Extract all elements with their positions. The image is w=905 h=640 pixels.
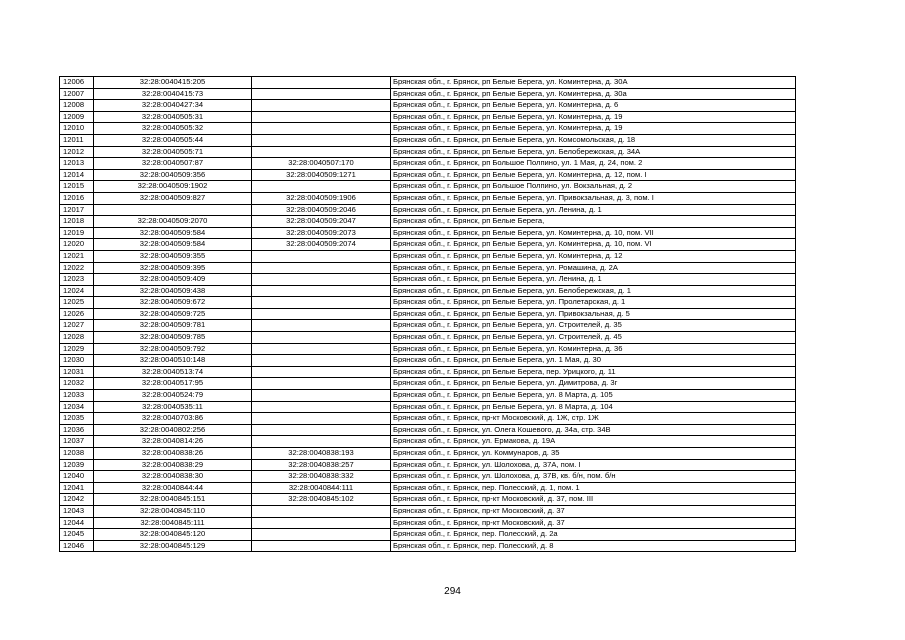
- row-number-cell: 12006: [60, 77, 94, 89]
- address-cell: Брянская обл., г. Брянск, рп Белые Берега, ул. Ромашина, д. 2А: [391, 262, 796, 274]
- cadastral-number-cell: 32:28:0040505:71: [94, 146, 252, 158]
- cadastral-number-cell: 32:28:0040507:87: [94, 158, 252, 170]
- address-cell: Брянская обл., г. Брянск, рп Белые Берега,: [391, 216, 796, 228]
- row-number-cell: 12011: [60, 134, 94, 146]
- cadastral-number-cell: 32:28:0040838:26: [94, 448, 252, 460]
- row-number-cell: 12025: [60, 297, 94, 309]
- parent-cadastral-number-cell: [252, 378, 391, 390]
- cadastral-number-cell: 32:28:0040509:827: [94, 192, 252, 204]
- cadastral-number-cell: 32:28:0040513:74: [94, 366, 252, 378]
- parent-cadastral-number-cell: [252, 436, 391, 448]
- parent-cadastral-number-cell: 32:28:0040509:1271: [252, 169, 391, 181]
- row-number-cell: 12031: [60, 366, 94, 378]
- table-row: [60, 401, 796, 413]
- address-cell: Брянская обл., г. Брянск, рп Белые Берега, ул. Коминтерна, д. 19: [391, 123, 796, 135]
- cadastral-number-cell: 32:28:0040845:129: [94, 540, 252, 552]
- row-number-cell: 12023: [60, 274, 94, 286]
- address-cell: Брянская обл., г. Брянск, рп Белые Берега, ул. Коминтерна, д. 30А: [391, 77, 796, 89]
- cadastral-number-cell: 32:28:0040505:32: [94, 123, 252, 135]
- parent-cadastral-number-cell: [252, 390, 391, 402]
- parent-cadastral-number-cell: [252, 413, 391, 425]
- table-row: [60, 192, 796, 204]
- row-number-cell: 12022: [60, 262, 94, 274]
- address-cell: Брянская обл., г. Брянск, рп Белые Берега, ул. Строителей, д. 35: [391, 320, 796, 332]
- row-number-cell: 12020: [60, 239, 94, 251]
- cadastral-number-cell: 32:28:0040509:785: [94, 332, 252, 344]
- row-number-cell: 12007: [60, 88, 94, 100]
- row-number-cell: 12017: [60, 204, 94, 216]
- row-number-cell: 12038: [60, 448, 94, 460]
- row-number-cell: 12019: [60, 227, 94, 239]
- row-number-cell: 12040: [60, 471, 94, 483]
- address-cell: Брянская обл., г. Брянск, рп Белые Берега, ул. Коминтерна, д. 6: [391, 100, 796, 112]
- address-cell: Брянская обл., г. Брянск, ул. Шолохова, д. 37В, кв. б/н, пом. б/н: [391, 471, 796, 483]
- registry-table: [59, 76, 796, 552]
- parent-cadastral-number-cell: 32:28:0040509:2074: [252, 239, 391, 251]
- table-row: [60, 459, 796, 471]
- parent-cadastral-number-cell: [252, 111, 391, 123]
- address-cell: Брянская обл., г. Брянск, пр-кт Московский, д. 1Ж, стр. 1Ж: [391, 413, 796, 425]
- cadastral-number-cell: 32:28:0040844:44: [94, 482, 252, 494]
- cadastral-number-cell: 32:28:0040509:409: [94, 274, 252, 286]
- address-cell: Брянская обл., г. Брянск, пр-кт Московский, д. 37, пом. III: [391, 494, 796, 506]
- parent-cadastral-number-cell: [252, 424, 391, 436]
- cadastral-number-cell: 32:28:0040838:29: [94, 459, 252, 471]
- address-cell: Брянская обл., г. Брянск, рп Белые Берега, ул. Коминтерна, д. 10, пом. VII: [391, 227, 796, 239]
- address-cell: Брянская обл., г. Брянск, ул. Коммунаров, д. 35: [391, 448, 796, 460]
- parent-cadastral-number-cell: 32:28:0040844:111: [252, 482, 391, 494]
- cadastral-number-cell: 32:28:0040415:205: [94, 77, 252, 89]
- parent-cadastral-number-cell: 32:28:0040509:2046: [252, 204, 391, 216]
- cadastral-number-cell: 32:28:0040838:30: [94, 471, 252, 483]
- table-row: [60, 204, 796, 216]
- cadastral-number-cell: 32:28:0040509:355: [94, 250, 252, 262]
- table-row: [60, 482, 796, 494]
- row-number-cell: 12021: [60, 250, 94, 262]
- cadastral-number-cell: 32:28:0040509:395: [94, 262, 252, 274]
- address-cell: Брянская обл., г. Брянск, пер. Полесский, д. 2а: [391, 529, 796, 541]
- row-number-cell: 12037: [60, 436, 94, 448]
- cadastral-number-cell: 32:28:0040845:120: [94, 529, 252, 541]
- cadastral-number-cell: 32:28:0040845:151: [94, 494, 252, 506]
- row-number-cell: 12009: [60, 111, 94, 123]
- parent-cadastral-number-cell: [252, 77, 391, 89]
- row-number-cell: 12015: [60, 181, 94, 193]
- address-cell: Брянская обл., г. Брянск, рп Белые Берега, ул. Привокзальная, д. 5: [391, 308, 796, 320]
- cadastral-number-cell: 32:28:0040510:148: [94, 355, 252, 367]
- address-cell: Брянская обл., г. Брянск, пр-кт Московский, д. 37: [391, 505, 796, 517]
- parent-cadastral-number-cell: 32:28:0040838:332: [252, 471, 391, 483]
- table-row: [60, 355, 796, 367]
- cadastral-number-cell: 32:28:0040509:2070: [94, 216, 252, 228]
- table-row: [60, 262, 796, 274]
- address-cell: Брянская обл., г. Брянск, рп Белые Берега, ул. Димитрова, д. 3г: [391, 378, 796, 390]
- row-number-cell: 12030: [60, 355, 94, 367]
- parent-cadastral-number-cell: [252, 181, 391, 193]
- parent-cadastral-number-cell: [252, 332, 391, 344]
- parent-cadastral-number-cell: [252, 366, 391, 378]
- parent-cadastral-number-cell: 32:28:0040509:1906: [252, 192, 391, 204]
- cadastral-number-cell: 32:28:0040517:95: [94, 378, 252, 390]
- cadastral-number-cell: 32:28:0040535:11: [94, 401, 252, 413]
- row-number-cell: 12041: [60, 482, 94, 494]
- row-number-cell: 12032: [60, 378, 94, 390]
- address-cell: Брянская обл., г. Брянск, рп Белые Берега, ул. Коминтерна, д. 30а: [391, 88, 796, 100]
- table-row: [60, 366, 796, 378]
- row-number-cell: 12024: [60, 285, 94, 297]
- parent-cadastral-number-cell: [252, 540, 391, 552]
- registry-table-body: [60, 77, 796, 552]
- cadastral-number-cell: 32:28:0040802:256: [94, 424, 252, 436]
- table-row: [60, 448, 796, 460]
- row-number-cell: 12042: [60, 494, 94, 506]
- address-cell: Брянская обл., г. Брянск, рп Белые Берега, ул. Коминтерна, д. 12: [391, 250, 796, 262]
- address-cell: Брянская обл., г. Брянск, рп Белые Берега, ул. Белобережская, д. 34А: [391, 146, 796, 158]
- table-row: [60, 436, 796, 448]
- cadastral-number-cell: 32:28:0040509:781: [94, 320, 252, 332]
- table-row: [60, 413, 796, 425]
- table-row: [60, 308, 796, 320]
- row-number-cell: 12036: [60, 424, 94, 436]
- address-cell: Брянская обл., г. Брянск, пер. Полесский, д. 8: [391, 540, 796, 552]
- table-row: [60, 529, 796, 541]
- table-row: [60, 471, 796, 483]
- parent-cadastral-number-cell: [252, 320, 391, 332]
- cadastral-number-cell: 32:28:0040703:86: [94, 413, 252, 425]
- cadastral-number-cell: [94, 204, 252, 216]
- row-number-cell: 12013: [60, 158, 94, 170]
- table-row: [60, 100, 796, 112]
- table-row: [60, 274, 796, 286]
- address-cell: Брянская обл., г. Брянск, ул. Шолохова, д. 37А, пом. I: [391, 459, 796, 471]
- row-number-cell: 12018: [60, 216, 94, 228]
- address-cell: Брянская обл., г. Брянск, рп Белые Берега, ул. Комсомольская, д. 18: [391, 134, 796, 146]
- cadastral-number-cell: 32:28:0040524:79: [94, 390, 252, 402]
- parent-cadastral-number-cell: [252, 505, 391, 517]
- address-cell: Брянская обл., г. Брянск, рп Белые Берега, ул. Коминтерна, д. 12, пом. I: [391, 169, 796, 181]
- table-row: [60, 424, 796, 436]
- parent-cadastral-number-cell: [252, 297, 391, 309]
- cadastral-number-cell: 32:28:0040845:110: [94, 505, 252, 517]
- row-number-cell: 12033: [60, 390, 94, 402]
- table-row: [60, 505, 796, 517]
- cadastral-number-cell: 32:28:0040509:1902: [94, 181, 252, 193]
- address-cell: Брянская обл., г. Брянск, рп Белые Берега, ул. 8 Марта, д. 104: [391, 401, 796, 413]
- table-row: [60, 77, 796, 89]
- cadastral-number-cell: 32:28:0040509:584: [94, 227, 252, 239]
- parent-cadastral-number-cell: [252, 529, 391, 541]
- address-cell: Брянская обл., г. Брянск, ул. Олега Кошевого, д. 34а, стр. 34В: [391, 424, 796, 436]
- table-row: [60, 320, 796, 332]
- address-cell: Брянская обл., г. Брянск, рп Белые Берега, ул. Коминтерна, д. 10, пом. VI: [391, 239, 796, 251]
- table-row: [60, 390, 796, 402]
- row-number-cell: 12029: [60, 343, 94, 355]
- table-row: [60, 378, 796, 390]
- table-row: [60, 517, 796, 529]
- table-row: [60, 216, 796, 228]
- address-cell: Брянская обл., г. Брянск, рп Белые Берега, ул. Привокзальная, д. 3, пом. I: [391, 192, 796, 204]
- parent-cadastral-number-cell: [252, 262, 391, 274]
- parent-cadastral-number-cell: [252, 285, 391, 297]
- parent-cadastral-number-cell: [252, 401, 391, 413]
- table-row: [60, 181, 796, 193]
- table-row: [60, 123, 796, 135]
- row-number-cell: 12034: [60, 401, 94, 413]
- row-number-cell: 12016: [60, 192, 94, 204]
- address-cell: Брянская обл., г. Брянск, рп Белые Берега, пер. Урицкого, д. 11: [391, 366, 796, 378]
- page-number: 294: [444, 586, 461, 597]
- address-cell: Брянская обл., г. Брянск, пр-кт Московский, д. 37: [391, 517, 796, 529]
- table-row: [60, 169, 796, 181]
- address-cell: Брянская обл., г. Брянск, ул. Ермакова, д. 19А: [391, 436, 796, 448]
- cadastral-number-cell: 32:28:0040415:73: [94, 88, 252, 100]
- row-number-cell: 12043: [60, 505, 94, 517]
- table-row: [60, 146, 796, 158]
- row-number-cell: 12046: [60, 540, 94, 552]
- parent-cadastral-number-cell: [252, 517, 391, 529]
- parent-cadastral-number-cell: 32:28:0040845:102: [252, 494, 391, 506]
- table-row: [60, 494, 796, 506]
- table-row: [60, 88, 796, 100]
- address-cell: Брянская обл., г. Брянск, рп Белые Берега, ул. Коминтерна, д. 36: [391, 343, 796, 355]
- address-cell: Брянская обл., г. Брянск, рп Белые Берега, ул. Ленина, д. 1: [391, 204, 796, 216]
- parent-cadastral-number-cell: [252, 274, 391, 286]
- cadastral-number-cell: 32:28:0040505:44: [94, 134, 252, 146]
- table-row: [60, 285, 796, 297]
- address-cell: Брянская обл., г. Брянск, рп Белые Берега, ул. Белобережская, д. 1: [391, 285, 796, 297]
- table-row: [60, 111, 796, 123]
- parent-cadastral-number-cell: 32:28:0040838:257: [252, 459, 391, 471]
- table-row: [60, 343, 796, 355]
- parent-cadastral-number-cell: 32:28:0040507:170: [252, 158, 391, 170]
- row-number-cell: 12035: [60, 413, 94, 425]
- parent-cadastral-number-cell: [252, 88, 391, 100]
- parent-cadastral-number-cell: [252, 355, 391, 367]
- row-number-cell: 12044: [60, 517, 94, 529]
- cadastral-number-cell: 32:28:0040509:672: [94, 297, 252, 309]
- row-number-cell: 12027: [60, 320, 94, 332]
- address-cell: Брянская обл., г. Брянск, рп Большое Полпино, ул. Вокзальная, д. 2: [391, 181, 796, 193]
- parent-cadastral-number-cell: [252, 250, 391, 262]
- parent-cadastral-number-cell: [252, 134, 391, 146]
- row-number-cell: 12012: [60, 146, 94, 158]
- cadastral-number-cell: 32:28:0040845:111: [94, 517, 252, 529]
- cadastral-number-cell: 32:28:0040509:584: [94, 239, 252, 251]
- address-cell: Брянская обл., г. Брянск, пер. Полесский, д. 1, пом. 1: [391, 482, 796, 494]
- row-number-cell: 12014: [60, 169, 94, 181]
- parent-cadastral-number-cell: [252, 343, 391, 355]
- cadastral-number-cell: 32:28:0040509:438: [94, 285, 252, 297]
- row-number-cell: 12008: [60, 100, 94, 112]
- table-row: [60, 134, 796, 146]
- table-row: [60, 540, 796, 552]
- row-number-cell: 12026: [60, 308, 94, 320]
- parent-cadastral-number-cell: [252, 100, 391, 112]
- parent-cadastral-number-cell: 32:28:0040509:2047: [252, 216, 391, 228]
- address-cell: Брянская обл., г. Брянск, рп Белые Берега, ул. 1 Мая, д. 30: [391, 355, 796, 367]
- address-cell: Брянская обл., г. Брянск, рп Белые Берега, ул. Пролетарская, д. 1: [391, 297, 796, 309]
- address-cell: Брянская обл., г. Брянск, рп Белые Берега, ул. 8 Марта, д. 105: [391, 390, 796, 402]
- table-row: [60, 297, 796, 309]
- table-row: [60, 158, 796, 170]
- parent-cadastral-number-cell: 32:28:0040838:193: [252, 448, 391, 460]
- cadastral-number-cell: 32:28:0040505:31: [94, 111, 252, 123]
- address-cell: Брянская обл., г. Брянск, рп Белые Берега, ул. Строителей, д. 45: [391, 332, 796, 344]
- address-cell: Брянская обл., г. Брянск, рп Белые Берега, ул. Ленина, д. 1: [391, 274, 796, 286]
- row-number-cell: 12028: [60, 332, 94, 344]
- table-row: [60, 250, 796, 262]
- parent-cadastral-number-cell: [252, 146, 391, 158]
- cadastral-number-cell: 32:28:0040427:34: [94, 100, 252, 112]
- parent-cadastral-number-cell: 32:28:0040509:2073: [252, 227, 391, 239]
- cadastral-number-cell: 32:28:0040509:725: [94, 308, 252, 320]
- row-number-cell: 12010: [60, 123, 94, 135]
- address-cell: Брянская обл., г. Брянск, рп Большое Полпино, ул. 1 Мая, д. 24, пом. 2: [391, 158, 796, 170]
- cadastral-number-cell: 32:28:0040814:26: [94, 436, 252, 448]
- table-row: [60, 239, 796, 251]
- address-cell: Брянская обл., г. Брянск, рп Белые Берега, ул. Коминтерна, д. 19: [391, 111, 796, 123]
- parent-cadastral-number-cell: [252, 308, 391, 320]
- row-number-cell: 12039: [60, 459, 94, 471]
- cadastral-number-cell: 32:28:0040509:356: [94, 169, 252, 181]
- parent-cadastral-number-cell: [252, 123, 391, 135]
- table-row: [60, 332, 796, 344]
- row-number-cell: 12045: [60, 529, 94, 541]
- cadastral-number-cell: 32:28:0040509:792: [94, 343, 252, 355]
- table-row: [60, 227, 796, 239]
